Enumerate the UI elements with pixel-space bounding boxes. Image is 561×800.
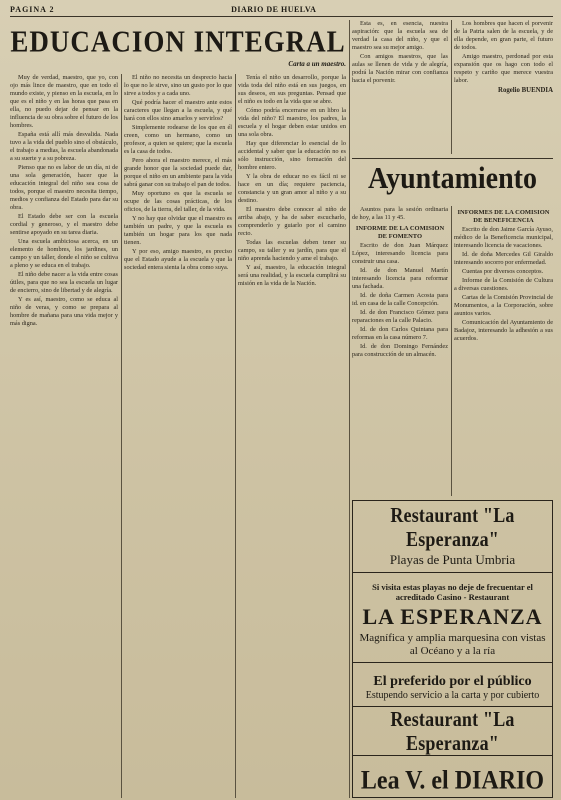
article-paragraph: El maestro debe conocer al niño de arriba abajo, y ha de saber escucharlo, comprenderlo y guiarlo por el camino recto.: [238, 206, 346, 237]
advert-restaurant-name-2: Restaurant "La Esperanza": [390, 707, 515, 755]
article-byline: Carta a un maestro.: [288, 60, 346, 68]
agenda-item: Id. de doña Carmen Acosta para id. en casa de la calle Concepción.: [352, 292, 448, 307]
article-paragraph: Y no hay que olvidar que el maestro es también un padre, y que la escuela es también un hogar para los que nada tienen.: [124, 215, 232, 246]
column-rule: [451, 20, 452, 154]
article-paragraph: Con amigos maestros, que las aulas se llenen de vida y de alegría, podrá la Nación mirar con confianza hacia el porvenir.: [352, 53, 448, 84]
agenda-item: Cartas de la Comisión Provincial de Monumentos, a la Corporación, sobre asuntos varios.: [454, 294, 553, 317]
article-paragraph: Los hombres que hacen el porvenir de la Patria salen de la escuela, y de ella depende, en gran parte, el futuro de todos.: [454, 20, 553, 51]
agenda-item: Id. de don Carlos Quintana para reformas en la casa número 7.: [352, 326, 448, 341]
article-column-2: [124, 74, 232, 798]
agenda-item: Cuentas por diversos conceptos.: [462, 268, 544, 275]
article-headline: EDUCACION INTEGRAL: [10, 24, 346, 59]
article-paragraph: Y es así, maestro, como se educa al niño de veras, y como se prepara al hombre de mañana para una vida mejor y más digna.: [10, 296, 118, 327]
session-intro: Asuntos para la sesión ordinaria de hoy, a las 11 y 45.: [352, 206, 448, 221]
article-paragraph: Y la obra de educar no es fácil ni se hace en un día; requiere paciencia, constancia y un gran amor al niño y a su destino.: [238, 173, 346, 204]
column-rule: [451, 206, 452, 496]
advert-preferred-text: El preferido por el público: [373, 674, 532, 689]
agenda-item: Id. de don Manuel Martín interesando licencia para reformar una fachada.: [352, 267, 448, 290]
page-number: PAGINA 2: [10, 4, 55, 14]
article-paragraph: Una escuela ambiciosa acerca, en un elemento de hombres, los jardines, un campo y un taller, donde el niño se cultiva a pleno y se educa en el trabajo.: [10, 238, 118, 269]
article-column-4: [352, 20, 448, 154]
agenda-item: Id. de don Domingo Fernández para construcción de un almacén.: [352, 343, 448, 358]
agenda-item: Id. de doña Mercedes Gil Giraldo interesando socorro por enfermedad.: [454, 251, 553, 266]
article-paragraph: Y por eso, amigo maestro, es preciso que el Estado ayude a la escuela y que la sociedad entera sienta la obra como suya.: [124, 248, 232, 271]
advert-visit-text: Si visita estas playas no deje de frecuentar el acreditado Casino - Restaurant: [372, 582, 533, 602]
advert-divider: [353, 662, 552, 663]
article-paragraph: Simplemente rodearse de los que en él creen, como un hermano, como un profesor, a quien se quiere; que la escuela es la casa de todos.: [124, 124, 232, 155]
article-paragraph: Amigo maestro, perdonad por esta expansión que os hago con todo el respeto y cariño que merece vuestra labor.: [454, 53, 553, 84]
ayuntamiento-column-1: [352, 206, 448, 496]
article-signature: Rogelio BUENDIA: [498, 87, 553, 94]
agenda-item: Escrito de don Juan Márquez López, interesando licencia para construir una casa.: [352, 242, 448, 265]
article-paragraph: Pero ahora el maestro merece, el más grande honor que la sociedad puede dar, porque el niño en un ambiente para la vida sabrá ganar con su trabajo el pan de todos.: [124, 157, 232, 188]
advert-brand: LA ESPERANZA: [362, 604, 543, 629]
advert-divider: [353, 755, 552, 756]
article-paragraph: Hay que diferenciar lo esencial de lo accidental y saber que la educación no es sólo instrucción, sino formación del hombre entero.: [238, 140, 346, 171]
restaurant-advert: [352, 500, 553, 798]
article-paragraph: El niño no necesita un desprecio hacia lo que no le sirve, sino un gusto por lo que sirve a todos y a cada uno.: [124, 74, 232, 97]
ayuntamiento-title: Ayuntamiento: [367, 161, 538, 196]
article-column-1: [10, 74, 118, 798]
advert-divider: [353, 572, 552, 573]
article-paragraph: Y así, maestro, la educación integral será una realidad, y la escuela cumplirá su misión en la vida de la Nación.: [238, 264, 346, 287]
article-paragraph: Tenía el niño un desarrollo, porque la vida toda del niño está en sus juegos, en sus deseos, en sus preguntas. Pensad que el niño es todo en la vida que se abre.: [238, 74, 346, 105]
advert-read-diario: Lea V. el DIARIO: [360, 766, 545, 796]
article-paragraph: Pienso que no es labor de un día, ni de una sola generación, hacer que la educación integral del niño sea cosa de todos, porque el maestro necesita tiempo, medios y confianza del Estado para dar su obra.: [10, 164, 118, 211]
article-paragraph: El Estado debe ser con la escuela cordial y generoso, y el maestro debe sentirse apoyado en su tarea diaria.: [10, 213, 118, 236]
column-rule: [235, 74, 236, 798]
article-column-3: [238, 74, 346, 798]
advert-location: Playas de Punta Umbria: [389, 552, 516, 567]
article-paragraph: Esta es, en esencia, nuestra aspiración: que la escuela sea de verdad la casa del niño, y que el maestro sea su mejor amigo.: [352, 20, 448, 51]
article-paragraph: España está allí más desvalida. Nada tuvo a la vida del pueblo sino el obstáculo, el trabajo a medias, la escuela abandonada a su suerte y a su pobreza.: [10, 131, 118, 162]
advert-restaurant-name: Restaurant "La Esperanza": [390, 503, 515, 551]
article-paragraph: Todas las escuelas deben tener su campo, su taller y su jardín, para que el niño aprenda haciendo y ame el trabajo.: [238, 239, 346, 262]
advert-marquee-text: Magnífica y amplia marquesina con vistas al Océano y a la ría: [359, 632, 546, 657]
article-paragraph: Cómo podría encerrarse en un libro la vida del niño? El maestro, los padres, la escuela y el hogar deben estar unidos en una sola obra.: [238, 107, 346, 138]
agenda-item: Escrito de don Jaime García Ayuso, médico de la Beneficencia municipal, interesando licencia de vacaciones.: [454, 226, 553, 249]
article-paragraph: Muy de verdad, maestro, que yo, con ojo más lince de maestro, que en todo el mundo existe, y pienso en la escuela, en lo que es el niño y en las horas que pasa en ella, no puedo dejar de pensar en la influencia de su obra sobre el futuro de los hombres.: [10, 74, 118, 129]
page-body: [10, 20, 553, 798]
ayuntamiento-column-2: [454, 206, 553, 496]
fomento-heading: INFORME DE LA COMISION DE FOMENTO: [355, 225, 445, 240]
article-paragraph: El niño debe nacer a la vida entre cosas útiles, para que no sea la escuela un lugar de encierro, sino de libertad y de alegría.: [10, 271, 118, 294]
article-paragraph: Muy oportuno es que la escuela se ocupe de las cosas prácticas, de los oficios, de la tierra, del taller, de la vida.: [124, 190, 232, 213]
section-rule: [352, 158, 553, 159]
paper-name: DIARIO DE HUELVA: [231, 4, 317, 14]
column-rule: [121, 74, 122, 798]
advert-service-text: Estupendo servicio a la carta y por cubierto: [365, 690, 540, 701]
beneficencia-heading: INFORMES DE LA COMISION DE BENEFICENCIA: [457, 209, 550, 224]
agenda-item: Informe de la Comisión de Cultura a diversas cuestiones.: [454, 277, 553, 292]
agenda-item: Id. de don Francisco Gómez para reparaciones en la calle Palacio.: [352, 309, 448, 324]
running-header: [10, 4, 553, 17]
column-rule: [349, 20, 350, 798]
article-paragraph: Qué podría hacer el maestro ante estos caracteres que llegan a la escuela, y qué hará con ellos sino amarlos y servirlos?: [124, 99, 232, 122]
article-column-5: [454, 20, 553, 154]
agenda-item: Comunicación del Ayuntamiento de Badajoz, interesando la adhesión a sus acuerdos.: [454, 319, 553, 342]
